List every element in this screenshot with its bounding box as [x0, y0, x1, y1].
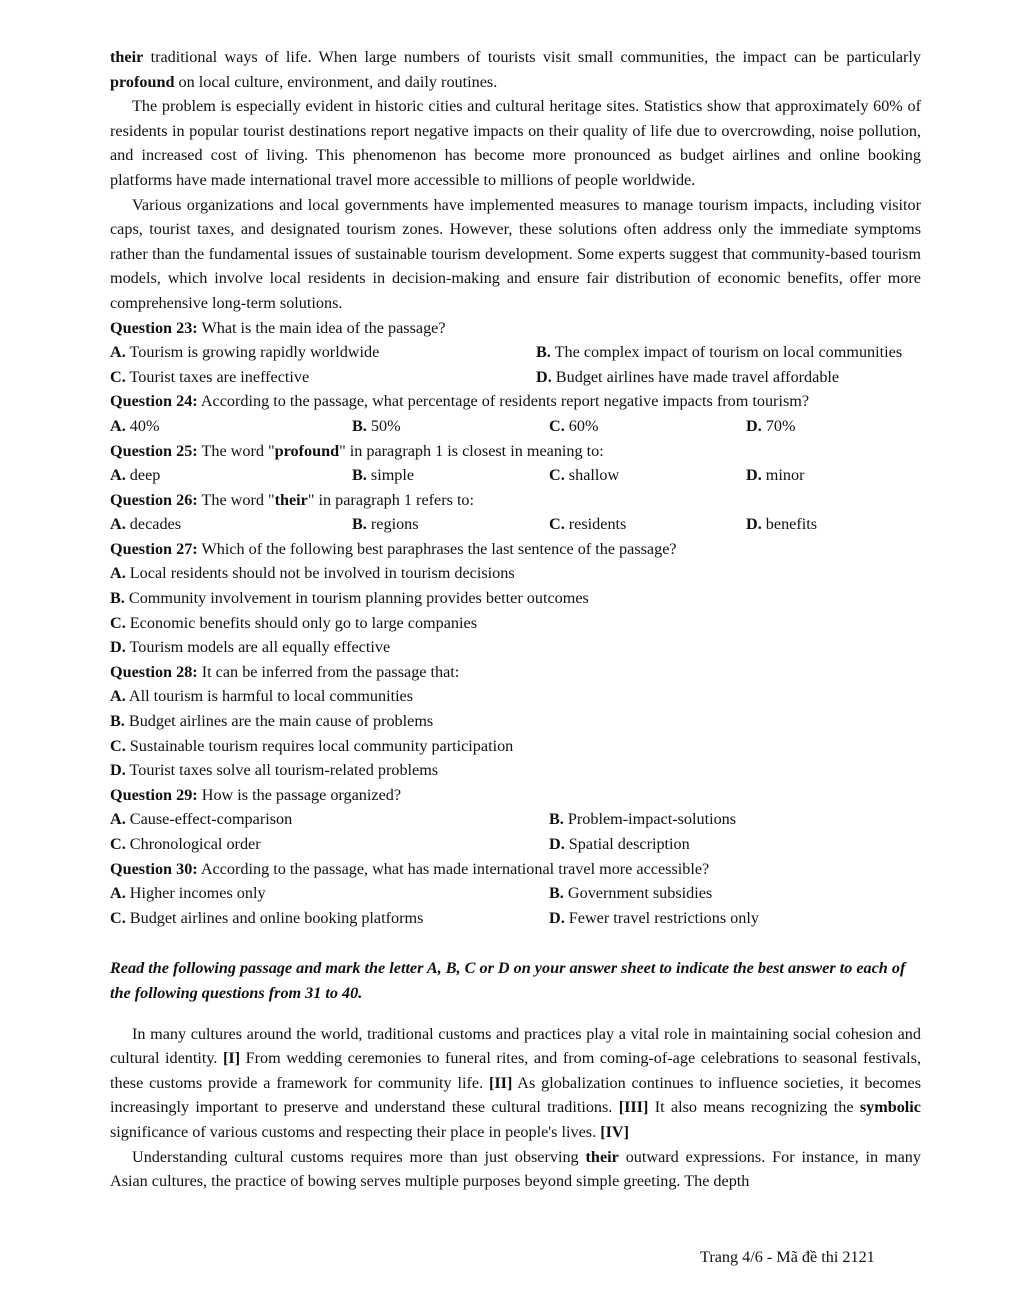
option-letter: A. — [110, 466, 126, 485]
passage2-paragraph-1 — [110, 1022, 921, 1145]
section-instruction: Read the following passage and mark the letter A, B, C or D on your answer sheet to indicate the best answer to each of the following questions from 31 to 40. — [110, 959, 906, 1002]
option-letter: B. — [536, 343, 551, 362]
option-letter: C. — [110, 736, 126, 755]
passage1-paragraph-3: Various organizations and local governments have implemented measures to manage tourism impacts, including visitor caps, tourist taxes, and designated tourism zones. However, these solutions often address only the immediate symptoms rather than the fundamental issues of sustainable tourism development. Some experts suggest that community-based tourism models, which involve local residents in decision-making and ensure fair distribution of economic benefits, offer more comprehensive long-term solutions. — [110, 195, 921, 312]
option-letter: C. — [110, 835, 126, 853]
question-27 — [110, 537, 921, 562]
option-text: Sustainable tourism requires local community participation — [125, 736, 514, 755]
option-a[interactable] — [110, 561, 921, 586]
insertion-marker: [IV] — [600, 1122, 629, 1141]
option-b[interactable] — [536, 340, 921, 365]
option-letter: C. — [549, 515, 565, 534]
option-c[interactable] — [110, 611, 921, 636]
text: It also means recognizing the — [648, 1098, 860, 1117]
option-text: 70% — [761, 416, 796, 435]
question-23 — [110, 316, 921, 341]
option-b[interactable] — [352, 512, 549, 537]
option-letter: B. — [352, 466, 367, 485]
option-text: The complex impact of tourism on local communities — [550, 343, 903, 362]
option-d[interactable] — [110, 635, 921, 660]
question-label: Question 26: — [110, 490, 198, 509]
option-text: shallow — [564, 466, 620, 485]
option-text: 40% — [125, 416, 160, 435]
text: In many cultures around the world, traditional customs and practices play a vital role in maintaining social cohesion and cultural identity. — [110, 1024, 921, 1068]
option-c[interactable] — [110, 734, 921, 759]
option-a[interactable] — [110, 881, 549, 906]
option-letter: D. — [746, 515, 762, 534]
question-label: Question 30: — [110, 859, 198, 878]
question-29 — [110, 783, 921, 808]
question-26-options — [110, 512, 921, 537]
option-letter: C. — [110, 613, 126, 632]
question-24-options — [110, 414, 921, 439]
option-d[interactable] — [549, 906, 921, 931]
option-text: Community involvement in tourism planning provides better outcomes — [124, 589, 589, 608]
question-25-options — [110, 463, 921, 488]
option-text: Tourist taxes are ineffective — [125, 367, 310, 386]
option-text: Budget airlines have made travel affordable — [551, 367, 840, 386]
option-letter: A. — [110, 810, 126, 829]
question-text: It can be inferred from the passage that: — [197, 662, 460, 681]
question-23-options-row-1 — [110, 340, 921, 365]
option-text: 60% — [564, 416, 599, 435]
option-text: residents — [564, 515, 627, 534]
option-b[interactable] — [110, 586, 921, 611]
question-text: According to the passage, what has made international travel more accessible? — [197, 859, 710, 878]
option-text: deep — [125, 466, 161, 485]
passage1-paragraph-1 — [110, 45, 921, 94]
question-30-options — [110, 881, 921, 930]
option-d[interactable] — [746, 463, 921, 488]
question-text: " in paragraph 1 is closest in meaning to: — [339, 441, 604, 460]
passage1-paragraph-2: The problem is especially evident in historic cities and cultural heritage sites. Statistics show that approximately 60% of residents in popular tourist destinations report negative impacts on their quality of life due to overcrowding, noise pollution, and increased cost of living. This phenomenon has become more pronounced as budget airlines and online booking platforms have made international travel more accessible to millions of people worldwide. — [110, 97, 921, 189]
option-letter: B. — [110, 589, 125, 608]
option-text: Cause-effect-comparison — [125, 810, 293, 829]
question-28-options — [110, 684, 921, 782]
highlight-word: their — [110, 48, 144, 66]
option-letter: A. — [110, 515, 126, 534]
option-text: Government subsidies — [563, 884, 713, 903]
option-a[interactable] — [110, 414, 352, 439]
question-text: The word " — [197, 441, 275, 460]
question-text: The word " — [197, 490, 275, 509]
option-text: benefits — [761, 515, 818, 534]
spacer — [480, 340, 536, 365]
option-letter: C. — [110, 367, 126, 386]
option-letter: B. — [110, 712, 125, 731]
option-text: simple — [366, 466, 415, 485]
highlight-word: profound — [274, 441, 340, 460]
question-label: Question 28: — [110, 662, 198, 681]
highlight-word: their — [585, 1147, 619, 1166]
text: traditional ways of life. When large numbers of tourists visit small communities, the impact can be particularly — [143, 48, 921, 66]
option-c[interactable] — [549, 463, 746, 488]
option-letter: D. — [746, 416, 762, 435]
question-text: What is the main idea of the passage? — [197, 318, 446, 337]
question-29-options — [110, 807, 921, 856]
question-text: According to the passage, what percentage of residents report negative impacts from tourism? — [197, 392, 810, 411]
question-25 — [110, 439, 921, 464]
highlight-word: profound — [110, 72, 175, 91]
option-text: Budget airlines are the main cause of problems — [124, 712, 434, 731]
option-d[interactable] — [536, 365, 921, 390]
option-text: Tourist taxes solve all tourism-related problems — [125, 761, 439, 780]
question-30 — [110, 857, 921, 882]
option-text: minor — [761, 466, 805, 485]
text: outward expressions. For instance, in many Asian cultures, the practice of bowing serves multiple purposes beyond simple greeting. The depth — [110, 1147, 921, 1191]
option-text: Spatial description — [564, 835, 690, 853]
option-c[interactable] — [110, 832, 549, 857]
insertion-marker: [III] — [618, 1098, 649, 1117]
option-letter: D. — [746, 466, 762, 485]
option-letter: C. — [110, 908, 126, 927]
option-text: Local residents should not be involved in tourism decisions — [125, 564, 515, 583]
question-27-options — [110, 561, 921, 659]
question-label: Question 29: — [110, 785, 198, 804]
exam-page — [110, 45, 921, 1194]
question-26 — [110, 488, 921, 513]
question-text: Which of the following best paraphrases the last sentence of the passage? — [197, 539, 677, 558]
text: From wedding ceremonies to funeral rites, and from coming-of-age celebrations to seasonal festivals, these customs provide a framework for community life. — [110, 1049, 922, 1092]
text: As globalization continues to influence societies, it becomes increasingly important to preserve and understand these cultural traditions. — [110, 1073, 921, 1117]
option-letter: B. — [549, 884, 564, 903]
option-letter: A. — [110, 416, 126, 435]
option-d[interactable] — [746, 414, 921, 439]
option-letter: D. — [110, 761, 126, 780]
option-d[interactable] — [110, 758, 921, 783]
option-text: Tourism is growing rapidly worldwide — [125, 343, 380, 362]
option-c[interactable] — [110, 906, 549, 931]
option-d[interactable] — [549, 832, 921, 857]
option-text: Budget airlines and online booking platforms — [125, 908, 424, 927]
option-letter: C. — [549, 416, 565, 435]
option-letter: D. — [536, 367, 552, 386]
option-text: decades — [125, 515, 182, 534]
option-text: Economic benefits should only go to large companies — [125, 613, 478, 632]
option-letter: A. — [110, 564, 126, 583]
option-a[interactable] — [110, 684, 921, 709]
option-letter: B. — [549, 810, 564, 829]
question-text: " in paragraph 1 refers to: — [307, 490, 475, 509]
option-text: 50% — [366, 416, 401, 435]
option-text: regions — [366, 515, 419, 534]
option-c[interactable] — [110, 365, 536, 390]
option-a[interactable] — [110, 463, 352, 488]
text: on local culture, environment, and daily routines. — [174, 72, 498, 91]
option-b[interactable] — [549, 807, 921, 832]
option-letter: D. — [110, 638, 126, 657]
option-text: Problem-impact-solutions — [563, 810, 737, 829]
option-letter: D. — [549, 908, 565, 927]
page-footer: Trang 4/6 - Mã đề thi 2121 — [700, 1248, 875, 1266]
question-28 — [110, 660, 921, 685]
question-label: Question 23: — [110, 318, 198, 337]
option-letter: B. — [352, 416, 367, 435]
option-letter: C. — [549, 466, 565, 485]
option-letter: A. — [110, 884, 126, 903]
question-label: Question 27: — [110, 539, 198, 558]
option-letter: A. — [110, 343, 126, 362]
option-letter: D. — [549, 835, 565, 853]
text: significance of various customs and respecting their place in people's lives. — [110, 1122, 601, 1141]
option-text: Higher incomes only — [125, 884, 266, 903]
option-d[interactable] — [746, 512, 921, 537]
question-label: Question 25: — [110, 441, 198, 460]
option-a[interactable] — [110, 512, 352, 537]
option-b[interactable] — [549, 881, 921, 906]
option-a[interactable] — [110, 340, 480, 365]
option-b[interactable] — [352, 414, 549, 439]
passage2-paragraph-2 — [110, 1145, 921, 1194]
highlight-word: their — [274, 490, 308, 509]
option-text: All tourism is harmful to local communities — [125, 687, 414, 706]
option-a[interactable] — [110, 807, 549, 832]
option-text: Chronological order — [125, 835, 261, 853]
option-letter: B. — [352, 515, 367, 534]
option-letter: A. — [110, 687, 126, 706]
text: Understanding cultural customs requires more than just observing — [132, 1147, 586, 1166]
question-23-options-row-2 — [110, 365, 921, 390]
question-text: How is the passage organized? — [197, 785, 402, 804]
question-label: Question 24: — [110, 392, 198, 411]
option-b[interactable] — [110, 709, 921, 734]
question-24 — [110, 389, 921, 414]
option-c[interactable] — [549, 414, 746, 439]
option-text: Fewer travel restrictions only — [564, 908, 759, 927]
insertion-marker: [II] — [488, 1073, 513, 1092]
highlight-word: symbolic — [859, 1098, 921, 1117]
option-b[interactable] — [352, 463, 549, 488]
option-text: Tourism models are all equally effective — [125, 638, 391, 657]
insertion-marker: [I] — [223, 1049, 241, 1068]
option-c[interactable] — [549, 512, 746, 537]
